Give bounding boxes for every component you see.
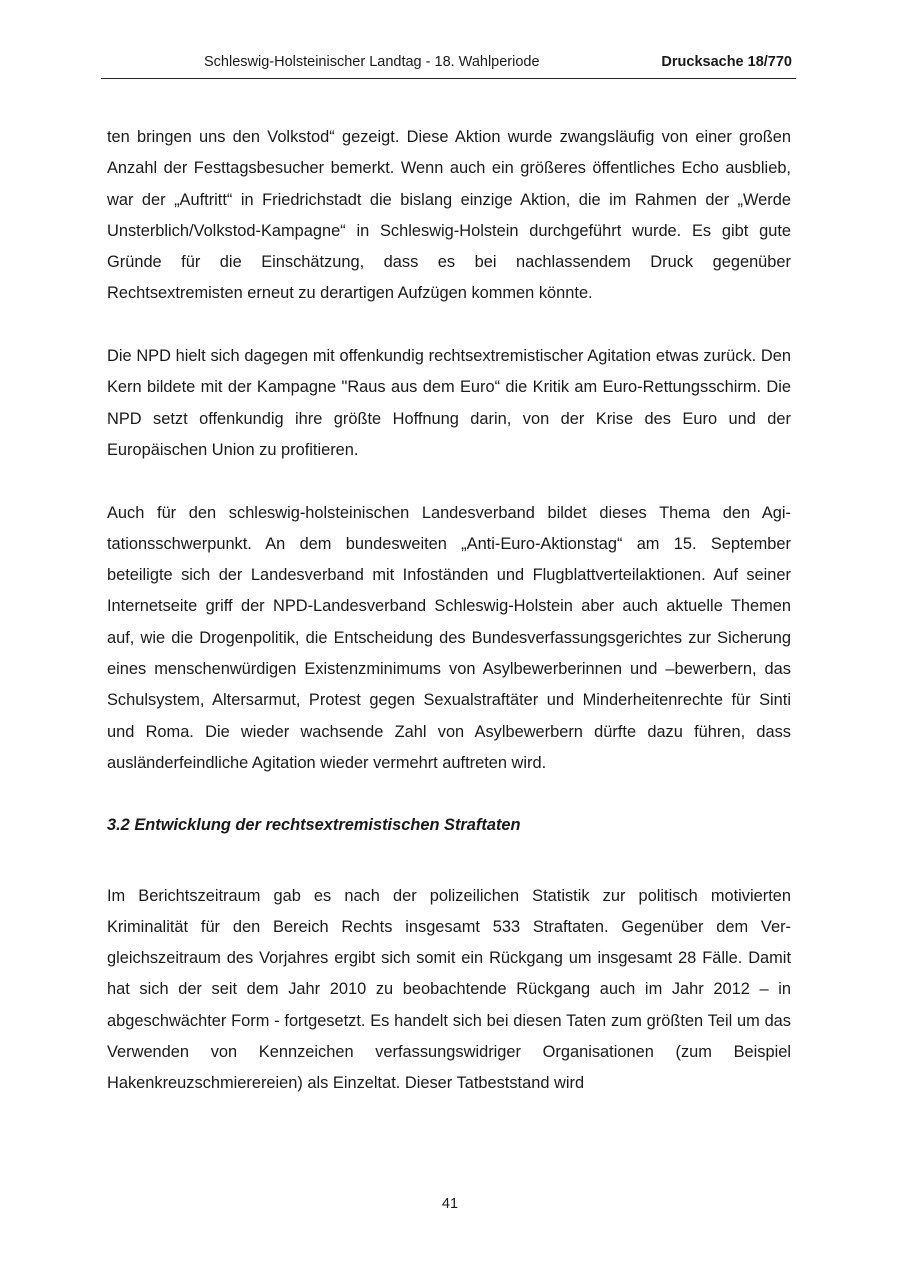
header-title: Schleswig-Holsteinischer Landtag - 18. Wahlperiode xyxy=(204,54,540,70)
page-body xyxy=(107,122,791,1100)
page-number: 41 xyxy=(441,1196,459,1212)
body-paragraph-2: Die NPD hielt sich dagegen mit offenkundig rechtsextremistischer Agitation etwas zurück. Den Kern bildete mit der Kampagne "Raus aus dem Euro“ die Kritik am Euro-Rettungsschirm. Die NPD setzt offenkundig ihre größte Hoffnung darin, von der Krise des Euro und der Europäischen Union zu profitieren. xyxy=(107,347,791,459)
section-heading: 3.2 Entwicklung der rechtsextremistischen Straftaten xyxy=(107,816,521,835)
page-header xyxy=(101,50,796,79)
document-number: Drucksache 18/770 xyxy=(661,54,792,70)
body-paragraph-3: Auch für den schleswig-holsteinischen Landesverband bildet dieses Thema den Agitationsschwerpunkt. An dem bundesweiten „Anti-Euro-Aktionstag“ am 15. September beteiligte sich der Landesverband mit Infoständen und Flugblattverteilaktionen. Auf seiner Internetseite griff der NPD-Landesverband Schleswig-Holstein aber auch aktuelle Themen auf, wie die Drogenpolitik, die Entscheidung des Bundesverfassungsgerichtes zur Sicherung eines menschenwürdigen Existenzminimums von Asylbewerberinnen und –bewerbern, das Schulsystem, Altersarmut, Protest gegen Sexualstraftäter und Minderheitenrechte für Sinti und Roma. Die wieder wachsende Zahl von Asylbewerbern dürfte dazu führen, dass ausländerfeindliche Agitation wieder vermehrt auftreten wird. xyxy=(107,503,791,772)
section-paragraph: Im Berichtszeitraum gab es nach der polizeilichen Statistik zur politisch motivierten Kriminalität für den Bereich Rechts insgesamt 533 Straftaten. Gegenüber dem Vergleichszeitraum des Vorjahres ergibt sich somit ein Rückgang um insgesamt 28 Fälle. Damit hat sich der seit dem Jahr 2010 zu beobachtende Rückgang auch im Jahr 2012 – in abgeschwächter Form - fortgesetzt. Es handelt sich bei diesen Taten zum größten Teil um das Verwenden von Kennzeichen verfassungswidriger Organisationen (zum Beispiel Hakenkreuzschmierereien) als Einzeltat. Dieser Tatbeststand wird xyxy=(107,886,791,1093)
body-paragraph-1: ten bringen uns den Volkstod“ gezeigt. Diese Aktion wurde zwangsläufig von einer großen Anzahl der Festtagsbesucher bemerkt. Wenn auch ein größeres öffentliches Echo ausblieb, war der „Auftritt“ in Friedrichstadt die bislang einzige Aktion, die im Rahmen der „Werde Unsterblich/Volkstod-Kampagne“ in Schleswig-Holstein durchgeführt wurde. Es gibt gute Gründe für die Einschätzung, dass es bei nachlassendem Druck gegenüber Rechtsextremisten erneut zu derartigen Aufzügen kommen könnte. xyxy=(107,128,791,303)
